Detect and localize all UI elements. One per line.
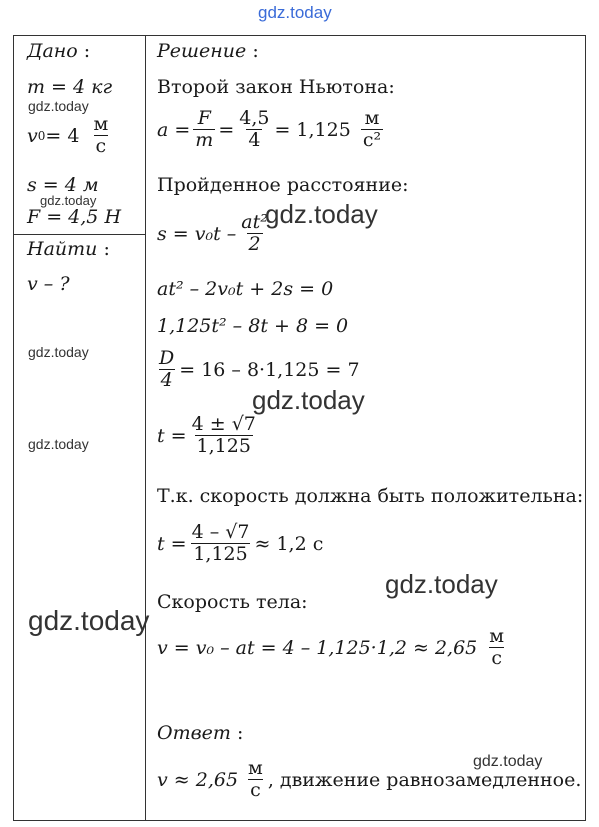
acceleration-equation: a = $\frac{F}{m}$ = $\frac{4,5}{4}$ = 1,125 $\frac{м}{\text{с²}}$	[157, 107, 382, 151]
given-mass: m = 4 кг	[27, 76, 113, 98]
given-force: F = 4,5 Н	[27, 206, 122, 228]
watermark: gdz.today	[252, 385, 365, 415]
distance-heading: Пройденное расстояние:	[157, 174, 409, 196]
find-title: Найти :	[27, 238, 110, 260]
given-initial-velocity: v 0 = 4 $\frac{м}{с}$	[27, 113, 109, 157]
watermark: gdz.today	[28, 605, 150, 636]
numeric-quadratic-equation: 1,125t² – 8t + 8 = 0	[157, 315, 349, 337]
speed-heading: Скорость тела:	[157, 591, 308, 613]
positive-time-note: Т.к. скорость должна быть положительна:	[157, 485, 584, 507]
discriminant-equation: $\frac{D}{4}$ = 16 – 8·1,125 = 7	[159, 347, 360, 391]
quadratic-equation: at² – 2v₀t + 2s = 0	[157, 278, 334, 300]
watermark: gdz.today	[28, 344, 89, 360]
time-roots-equation: t = $\frac{4 \pm √7}{1,125}$	[157, 413, 256, 457]
solution-title: Решение :	[157, 40, 259, 62]
given-distance: s = 4 м	[27, 174, 99, 196]
speed-equation: v = v₀ – at = 4 – 1,125·1,2 ≈ 2,65 $\frac{м}{с}$	[157, 625, 505, 669]
given-find-divider	[13, 234, 145, 235]
watermark: gdz.today	[28, 436, 89, 452]
column-divider	[145, 35, 146, 821]
find-value: v – ?	[27, 273, 70, 295]
distance-equation: s = v₀t – $\frac{\text{at²}}{2}$	[157, 211, 268, 255]
answer-statement: v ≈ 2,65 $\frac{м}{с}$ , движение равнозамедленное.	[157, 757, 582, 801]
watermark: gdz.today	[40, 193, 97, 208]
watermark: gdz.today	[28, 98, 89, 114]
watermark: gdz.today	[265, 199, 378, 229]
watermark: gdz.today	[385, 569, 498, 599]
time-result-equation: t = $\frac{4 - √7}{1,125}$ ≈ 1,2 с	[157, 521, 324, 565]
watermark: gdz.today	[473, 753, 543, 770]
answer-title: Ответ :	[157, 722, 244, 744]
newton-law-heading: Второй закон Ньютона:	[157, 76, 395, 98]
header-watermark: gdz.today	[258, 3, 332, 22]
given-title: Дано :	[27, 40, 91, 62]
